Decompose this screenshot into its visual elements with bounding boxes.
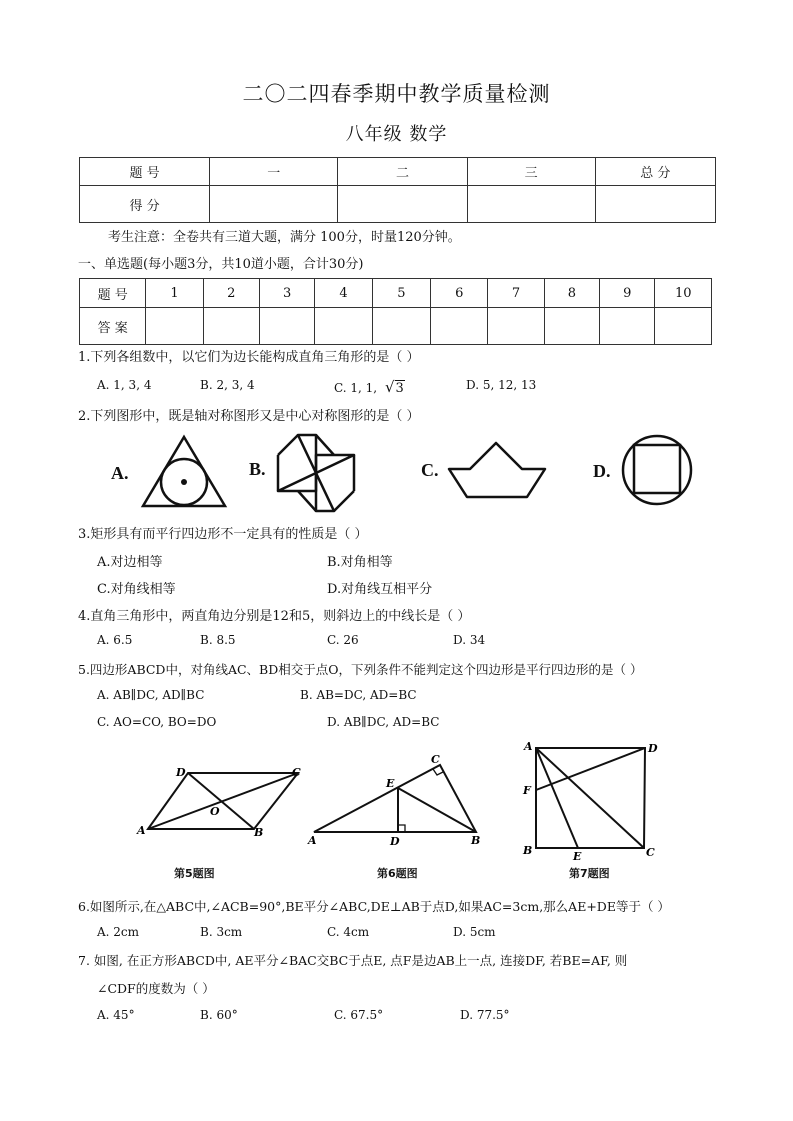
fig5-label-c: C (292, 766, 301, 779)
pinwheel-shape (276, 433, 356, 513)
figure-6-caption: 第6题图 (377, 867, 418, 880)
q7-option-d: D. 77.5° (460, 1008, 510, 1022)
score-cell[interactable] (595, 186, 715, 223)
question-number-cell: 6 (431, 279, 488, 308)
q4-option-d: D. 34 (453, 633, 486, 647)
circle-square-shape (620, 433, 694, 507)
section1-title: 一、单选题(每小题3分，共10道小题，合计30分) (78, 257, 364, 272)
figure-7-caption: 第7题图 (569, 867, 610, 880)
answer-cell[interactable] (372, 308, 430, 345)
score-table (79, 157, 716, 223)
q7-option-b: B. 60° (200, 1008, 238, 1022)
figure-7-square (520, 738, 668, 866)
figure-5-caption: 第5题图 (174, 867, 215, 880)
fig7-label-b: B (523, 844, 533, 857)
q2-label-b: B. (249, 459, 266, 479)
question-number-cell: 3 (259, 279, 314, 308)
q1-option-c (334, 378, 405, 396)
fig5-label-d: D (176, 766, 186, 779)
question-4-stem: 4.直角三角形中，两直角边分别是12和5，则斜边上的中线长是（ ） (78, 609, 471, 624)
score-header-cell: 总 分 (595, 158, 715, 186)
fig6-label-b: B (471, 834, 481, 847)
fig6-label-e: E (386, 777, 395, 790)
question-number-cell: 1 (146, 279, 203, 308)
exam-notice: 考生注意：全卷共有三道大题，满分 100分，时量120分钟。 (108, 230, 461, 245)
score-cell[interactable] (210, 186, 338, 223)
question-number-cell: 4 (315, 279, 372, 308)
q6-option-b: B. 3cm (200, 925, 243, 939)
fig7-label-c: C (646, 846, 655, 859)
question-number-cell: 8 (544, 279, 599, 308)
score-header-cell: 二 (338, 158, 467, 186)
question-2-stem: 2.下列图形中，既是轴对称图形又是中心对称图形的是（ ） (78, 409, 420, 424)
fig6-label-a: A (308, 834, 317, 847)
answer-cell[interactable] (203, 308, 259, 345)
fig5-label-o: O (210, 805, 220, 818)
question-number-cell: 10 (655, 279, 712, 308)
question-number-cell: 7 (488, 279, 544, 308)
q4-option-a: A. 6.5 (97, 633, 133, 647)
q7-option-c: C. 67.5° (334, 1008, 384, 1022)
fig7-label-d: D (648, 742, 658, 755)
question-1-stem: 1.下列各组数中，以它们为边长能构成直角三角形的是（ ） (78, 350, 420, 365)
fig7-label-a: A (524, 740, 533, 753)
answer-cell[interactable] (488, 308, 544, 345)
q5-option-d: D. AB∥DC, AD=BC (327, 715, 440, 729)
score-header-cell: 三 (467, 158, 595, 186)
q4-option-c: C. 26 (327, 633, 359, 647)
question-6-stem: 6.如图所示,在△ABC中,∠ACB=90°,BE平分∠ABC,DE⊥AB于点D,如果AC=3cm,那么AE+DE等于（ ） (78, 899, 670, 914)
answer-cell[interactable] (544, 308, 599, 345)
q6-option-c: C. 4cm (327, 925, 370, 939)
figure-6-triangle (306, 752, 486, 848)
answer-cell[interactable] (315, 308, 372, 345)
page-title: 二〇二四春季期中教学质量检测 (242, 82, 551, 106)
q2-label-a: A. (111, 463, 129, 483)
score-cell[interactable] (467, 186, 595, 223)
boat-shape (446, 440, 548, 500)
q3-option-a: A.对边相等 (97, 555, 163, 570)
q7-option-a: A. 45° (97, 1008, 135, 1022)
q1-option-c-prefix: C. 1, 1, (334, 381, 378, 395)
question-number-cell: 2 (203, 279, 259, 308)
q1-option-b: B. 2, 3, 4 (200, 378, 255, 392)
q6-option-d: D. 5cm (453, 925, 496, 939)
answer-cell[interactable] (259, 308, 314, 345)
fig5-label-a: A (137, 824, 146, 837)
answer-cell[interactable] (600, 308, 655, 345)
q3-option-d: D.对角线互相平分 (327, 582, 433, 597)
answer-cell[interactable] (146, 308, 203, 345)
fig6-label-d: D (390, 835, 400, 848)
score-row-label: 得 分 (80, 186, 210, 223)
q2-label-c: C. (421, 460, 439, 480)
question-3-stem: 3.矩形具有而平行四边形不一定具有的性质是（ ） (78, 527, 368, 542)
question-number-cell: 5 (372, 279, 430, 308)
page-subtitle: 八年级 数学 (345, 124, 448, 145)
question-7-stem-line1: 7. 如图, 在正方形ABCD中, AE平分∠BAC交BC于点E, 点F是边AB上一点, 连接DF, 若BE=AF, 则 (78, 953, 628, 968)
score-cell[interactable] (338, 186, 467, 223)
question-number-cell: 9 (600, 279, 655, 308)
fig7-label-f: F (523, 784, 531, 797)
triangle-circle-shape (140, 434, 228, 510)
answer-cell[interactable] (655, 308, 712, 345)
fig6-label-c: C (431, 753, 440, 766)
q5-option-a: A. AB∥DC, AD∥BC (97, 688, 205, 702)
q1-option-c-radicand: 3 (395, 381, 404, 396)
q3-option-b: B.对角相等 (327, 555, 393, 570)
sqrt-symbol: √ (384, 378, 395, 396)
fig5-label-b: B (254, 826, 264, 839)
q1-option-a: A. 1, 3, 4 (97, 378, 152, 392)
figure-5-parallelogram (136, 762, 308, 842)
q6-option-a: A. 2cm (97, 925, 140, 939)
answer-row-label: 答 案 (80, 308, 146, 345)
answer-table-label: 题 号 (80, 279, 146, 308)
q4-option-b: B. 8.5 (200, 633, 236, 647)
fig7-label-e: E (573, 850, 582, 863)
question-7-stem-line2: ∠CDF的度数为（ ） (97, 981, 215, 996)
question-5-stem: 5.四边形ABCD中，对角线AC、BD相交于点O，下列条件不能判定这个四边形是平行四边形的是（ ） (78, 662, 643, 677)
score-header-cell: 题 号 (80, 158, 210, 186)
answer-table (79, 278, 712, 345)
q5-option-c: C. AO=CO, BO=DO (97, 715, 217, 729)
q1-option-d: D. 5, 12, 13 (466, 378, 537, 392)
score-header-cell: 一 (210, 158, 338, 186)
answer-cell[interactable] (431, 308, 488, 345)
q5-option-b: B. AB=DC, AD=BC (300, 688, 417, 702)
q2-label-d: D. (593, 461, 611, 481)
q3-option-c: C.对角线相等 (97, 582, 176, 597)
